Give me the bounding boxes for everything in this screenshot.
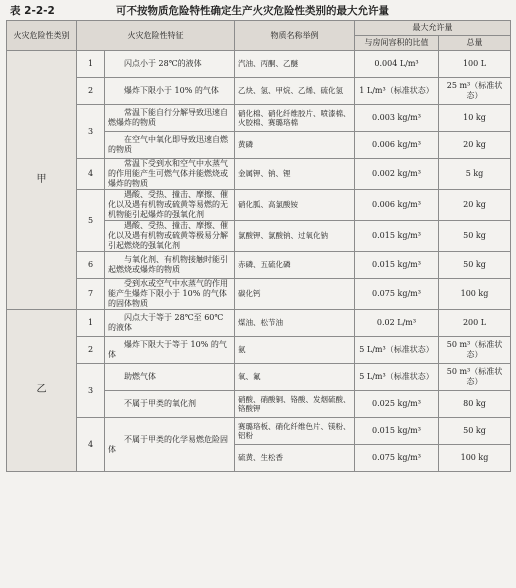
total-cell: 50 kg <box>439 418 511 445</box>
feature-cell: 常温下能自行分解导致迅速自燃爆炸的物质 <box>105 105 235 132</box>
table-row <box>7 364 511 391</box>
example-cell: 煤油、松节油 <box>235 310 355 337</box>
example-cell: 乙炔、氢、甲烷、乙烯、硫化氢 <box>235 78 355 105</box>
example-cell: 硝化棉、硝化纤维胶片、喷漆棉、火胶棉、赛璐珞棉 <box>235 105 355 132</box>
table-title: 可不按物质危险特性确定生产火灾危险性类别的最大允许量 <box>116 5 389 17</box>
ratio-cell: 0.015 kg/m³ <box>355 252 439 279</box>
row-number: 2 <box>77 337 105 364</box>
total-cell: 100 kg <box>439 279 511 310</box>
header-max-allowed: 最大允许量 <box>355 21 511 36</box>
max-allowed-quantity-table <box>6 20 511 472</box>
feature-cell: 遇酸、受热、撞击、摩擦、催化以及遇有机物或硫黄等极易分解引起燃烧的强氧化剂 <box>105 221 235 252</box>
table-caption <box>6 3 510 19</box>
table-row <box>7 159 511 190</box>
table-row <box>7 190 511 221</box>
feature-cell: 不属于甲类的氧化剂 <box>105 391 235 418</box>
example-cell: 金属钾、钠、锂 <box>235 159 355 190</box>
example-cell: 赤磷、五硫化磷 <box>235 252 355 279</box>
ratio-cell: 0.075 kg/m³ <box>355 445 439 472</box>
ratio-cell: 0.004 L/m³ <box>355 51 439 78</box>
total-cell: 5 kg <box>439 159 511 190</box>
example-cell: 硝酸、硝酸铜、铬酸、发烟硫酸、铬酸钾 <box>235 391 355 418</box>
total-cell: 200 L <box>439 310 511 337</box>
table-row <box>7 51 511 78</box>
example-cell: 黄磷 <box>235 132 355 159</box>
header-category: 火灾危险性类别 <box>7 21 77 51</box>
row-number: 6 <box>77 252 105 279</box>
row-number: 5 <box>77 190 105 252</box>
row-number: 1 <box>77 51 105 78</box>
total-cell: 50 m³（标准状态） <box>439 337 511 364</box>
ratio-cell: 5 L/m³（标准状态） <box>355 337 439 364</box>
category-jia: 甲 <box>7 51 77 310</box>
example-cell: 赛璐珞板、硝化纤维色片、镁粉、铝粉 <box>235 418 355 445</box>
example-cell: 硫黄、生松香 <box>235 445 355 472</box>
row-number: 2 <box>77 78 105 105</box>
header-total: 总量 <box>439 36 511 51</box>
ratio-cell: 0.075 kg/m³ <box>355 279 439 310</box>
ratio-cell: 0.015 kg/m³ <box>355 221 439 252</box>
header-feature: 火灾危险性特征 <box>77 21 235 51</box>
table-row <box>7 337 511 364</box>
total-cell: 50 m³（标准状态） <box>439 364 511 391</box>
ratio-cell: 0.015 kg/m³ <box>355 418 439 445</box>
row-number: 7 <box>77 279 105 310</box>
header-ratio: 与房间容积的比值 <box>355 36 439 51</box>
row-number: 3 <box>77 105 105 159</box>
header-example: 物质名称举例 <box>235 21 355 51</box>
ratio-cell: 0.006 kg/m³ <box>355 132 439 159</box>
feature-cell: 助燃气体 <box>105 364 235 391</box>
table-row <box>7 279 511 310</box>
ratio-cell: 1 L/m³（标准状态） <box>355 78 439 105</box>
feature-cell: 爆炸下限大于等于 10% 的气体 <box>105 337 235 364</box>
category-yi: 乙 <box>7 310 77 472</box>
feature-cell: 爆炸下限小于 10% 的气体 <box>105 78 235 105</box>
table-row <box>7 252 511 279</box>
row-number: 4 <box>77 418 105 472</box>
ratio-cell: 5 L/m³（标准状态） <box>355 364 439 391</box>
example-cell: 氨 <box>235 337 355 364</box>
example-cell: 氯酸钾、氯酸钠、过氧化钠 <box>235 221 355 252</box>
ratio-cell: 0.02 L/m³ <box>355 310 439 337</box>
ratio-cell: 0.006 kg/m³ <box>355 190 439 221</box>
total-cell: 20 kg <box>439 190 511 221</box>
ratio-cell: 0.002 kg/m³ <box>355 159 439 190</box>
feature-cell: 闪点小于 28℃的液体 <box>105 51 235 78</box>
table-number: 表 2-2-2 <box>10 5 55 17</box>
total-cell: 10 kg <box>439 105 511 132</box>
ratio-cell: 0.003 kg/m³ <box>355 105 439 132</box>
table-row <box>7 310 511 337</box>
table-row <box>7 78 511 105</box>
ratio-cell: 0.025 kg/m³ <box>355 391 439 418</box>
feature-cell: 与氧化剂、有机物接触时能引起燃烧或爆炸的物质 <box>105 252 235 279</box>
total-cell: 100 L <box>439 51 511 78</box>
example-cell: 汽油、丙酮、乙醚 <box>235 51 355 78</box>
table-row <box>7 418 511 445</box>
total-cell: 100 kg <box>439 445 511 472</box>
total-cell: 20 kg <box>439 132 511 159</box>
feature-cell: 在空气中氧化即导致迅速自燃的物质 <box>105 132 235 159</box>
row-number: 4 <box>77 159 105 190</box>
example-cell: 硝化胍、高氯酸铵 <box>235 190 355 221</box>
row-number: 3 <box>77 364 105 418</box>
total-cell: 50 kg <box>439 252 511 279</box>
total-cell: 80 kg <box>439 391 511 418</box>
feature-cell: 不属于甲类的化学易燃危险固体 <box>105 418 235 472</box>
example-cell: 碳化钙 <box>235 279 355 310</box>
row-number: 1 <box>77 310 105 337</box>
total-cell: 25 m³（标准状态） <box>439 78 511 105</box>
total-cell: 50 kg <box>439 221 511 252</box>
example-cell: 氧、氟 <box>235 364 355 391</box>
feature-cell: 受到水或空气中水蒸气的作用能产生爆炸下限小于 10% 的气体的固体物质 <box>105 279 235 310</box>
feature-cell: 闪点大于等于 28℃至 60℃的液体 <box>105 310 235 337</box>
table-row <box>7 105 511 132</box>
feature-cell: 遇酸、受热、撞击、摩擦、催化以及遇有机物或硫黄等易燃的无机物能引起爆炸的强氧化剂 <box>105 190 235 221</box>
feature-cell: 常温下受到水和空气中水蒸气的作用能产生可燃气体并能燃烧或爆炸的物质 <box>105 159 235 190</box>
